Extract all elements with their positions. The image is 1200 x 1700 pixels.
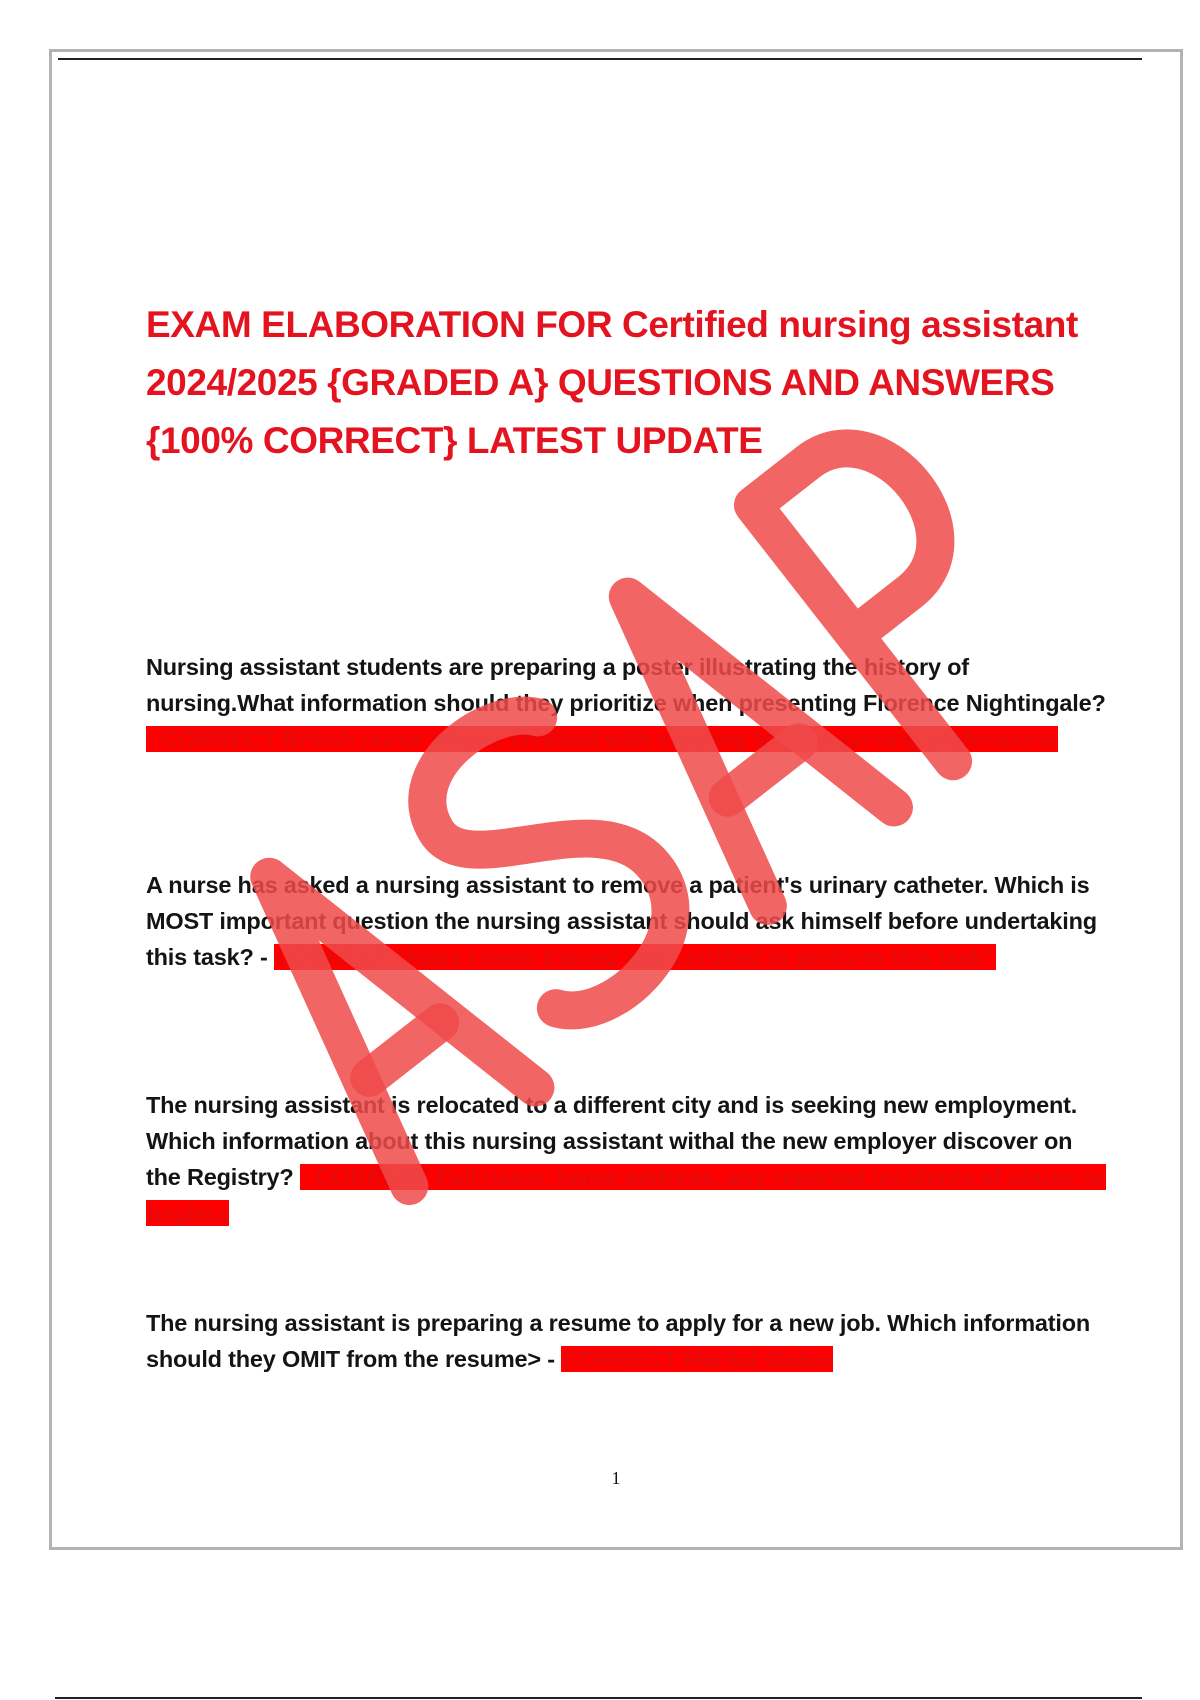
question-text: A nurse has asked a nursing assistant to remove a patient's urinary catheter. Which is MOST important question the nursing assistant should ask himself before undertaking this task? -: [146, 872, 1097, 970]
question-text: The nursing assistant is relocated to a different city and is seeking new employment. Which information about this nursing assistant withal the new employer discover on the Registry?: [146, 1092, 1078, 1190]
qa-item: [146, 1087, 1106, 1231]
qa-item: [146, 867, 1106, 975]
answer-highlight: CORRECT Marital status: [562, 1346, 833, 1372]
page-number: 1: [611, 1468, 621, 1488]
qa-item: [146, 1305, 1106, 1377]
question-text: Nursing assistant students are preparing a poster illustrating the history of nursing.What information should they prioritize when presenting Florence Nightingale?: [146, 654, 1106, 716]
bottom-rule: [55, 1697, 1142, 1699]
document-title: EXAM ELABORATION FOR Certified nursing assistant 2024/2025 {GRADED A} QUESTIONS AND ANSWERS {100% CORRECT} LATEST UPDATE: [146, 304, 1078, 461]
watermark-letters: [206, 415, 1063, 1186]
answer-highlight: - CORRECT Full name, home address, any reported incidents of abuse or neglect: [147, 1164, 1105, 1226]
document-page: [49, 49, 1183, 1550]
top-rule: [58, 58, 1142, 60]
answer-highlight: CORRECT "Have I been trained and certified to perform this task": [275, 944, 995, 970]
qa-item: [146, 649, 1106, 757]
question-text: The nursing assistant is preparing a resume to apply for a new job. Which information should they OMIT from the resume> -: [146, 1310, 1091, 1372]
answer-highlight: - CORRECT British nurse who is credited with creating todays nursing professions: [147, 726, 1057, 752]
